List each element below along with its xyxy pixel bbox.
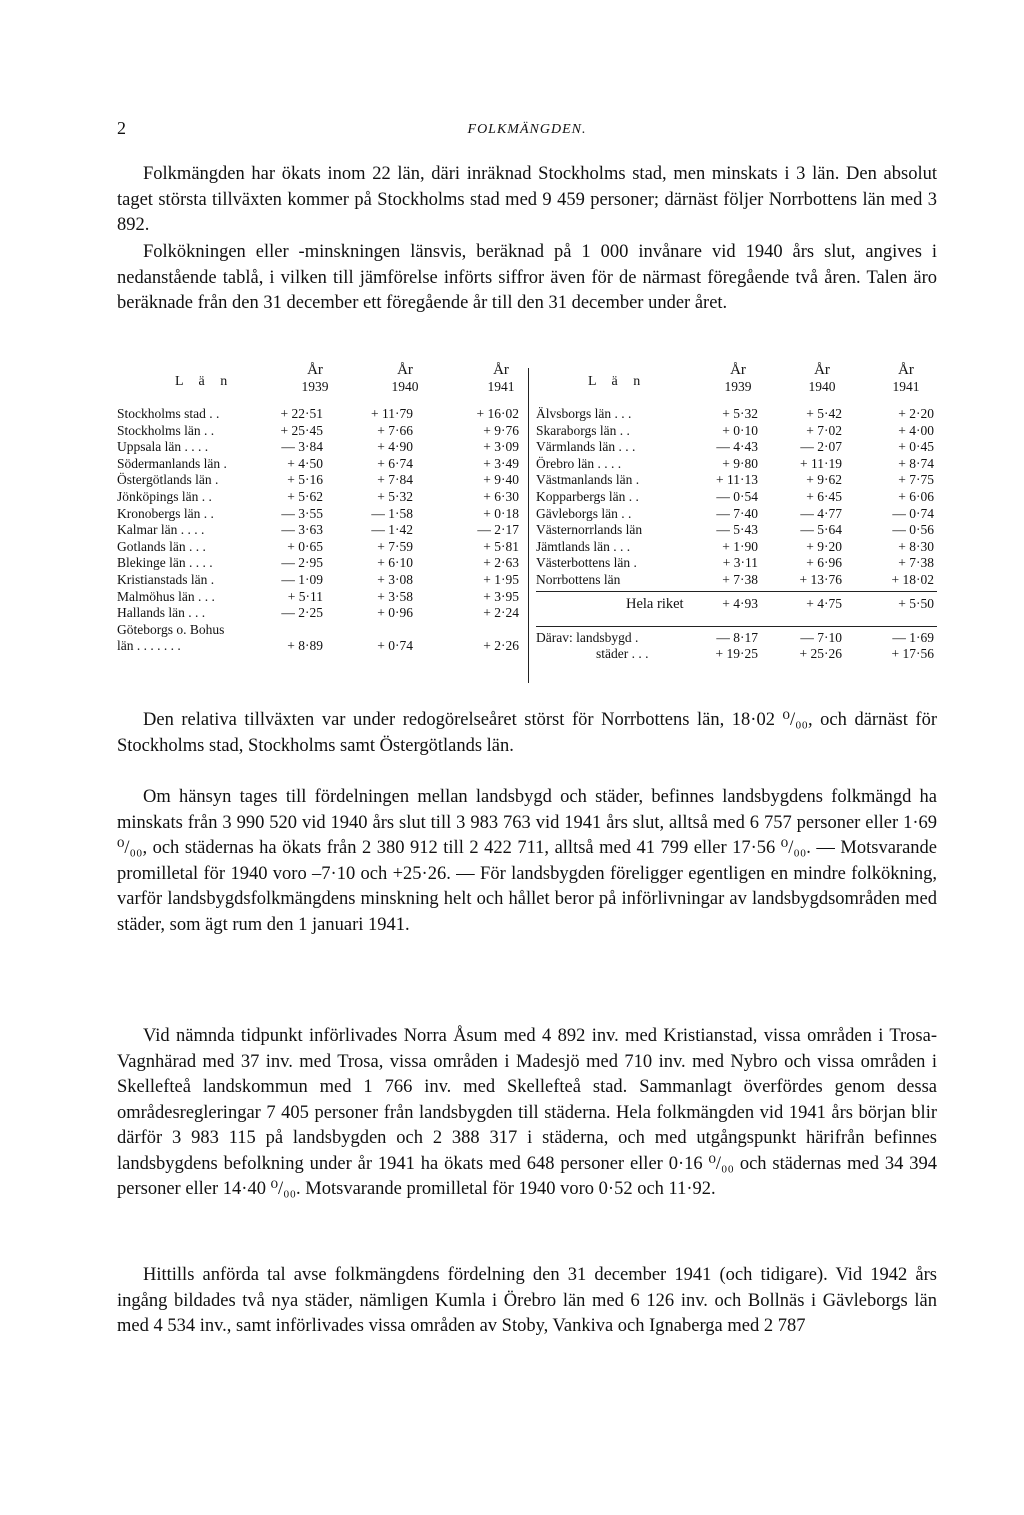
paragraph-6 [117,1263,937,1340]
cell-1939: + 11·13 [716,472,758,488]
cell-1940: + 5·32 [377,488,413,504]
row-name: Stockholms län . . [117,422,215,438]
table-divider [528,368,529,683]
row-name: Västmanlands län . [536,472,640,488]
cell-1940: + 3·08 [377,571,413,587]
table-right [536,362,937,663]
cell-1941: + 2·63 [483,555,519,571]
cell-1939: — 2·95 [281,555,323,571]
table-row [536,456,937,473]
year-word: År [730,362,746,378]
year-label: 1940 [808,379,836,394]
cell-1940: + 13·76 [799,571,842,587]
table-row [536,555,937,572]
table-row [536,572,937,589]
row-name-line2: län . . . . . . . [117,638,181,654]
cell-1939: — 5·43 [716,522,758,538]
cell-1939: — 8·17 [716,629,758,645]
year-word: År [898,362,914,378]
year-col-1940 [379,362,431,395]
row-name: Malmöhus län . . . [117,588,215,604]
cell-1941: + 5·50 [898,595,934,611]
table-row [536,472,937,489]
cell-1940: + 7·66 [377,422,413,438]
row-name-line1: Göteborgs o. Bohus [117,621,225,637]
table-row [536,439,937,456]
cell-1940: + 4·75 [806,595,842,611]
table-row [536,406,937,423]
cell-1941: + 0·45 [898,439,934,455]
cell-1939: + 3·11 [722,555,758,571]
cell-1939: — 7·40 [716,505,758,521]
cell-1940: + 6·10 [377,555,413,571]
paragraph-2 [117,240,937,317]
year-col-1941 [475,362,527,395]
cell-1940: + 0·96 [377,605,413,621]
table-row [117,589,525,606]
cell-1941: + 8·30 [898,538,934,554]
year-label: 1939 [301,379,329,394]
cell-1940: + 6·45 [806,488,842,504]
cell-1939: — 4·43 [716,439,758,455]
table-row [536,489,937,506]
year-col-1941 [880,362,932,395]
row-name: Kopparbergs län . . [536,488,639,504]
year-col-1939 [289,362,341,395]
row-name: Gävleborgs län . . [536,505,632,521]
cell-1939: + 5·16 [287,472,323,488]
paragraph-3 [117,708,937,759]
cell-1941: + 9·76 [483,422,519,438]
table-row [117,539,525,556]
cell-1940: — 1·42 [371,522,413,538]
paragraph-1 [117,162,937,239]
cell-1941: + 2·20 [898,406,934,421]
cell-1940: + 5·42 [806,406,842,421]
cell-1939: + 1·90 [722,538,758,554]
lan-header: L ä n [175,374,234,389]
cell-1941: + 9·40 [483,472,519,488]
year-label: 1939 [724,379,752,394]
year-label: 1940 [391,379,419,394]
cell-1940: + 6·96 [806,555,842,571]
cell-1940: + 9·62 [806,472,842,488]
cell-1941: + 2·26 [483,638,519,654]
year-col-1940 [796,362,848,395]
cell-1941: — 2·17 [477,522,519,538]
cell-1939: + 0·10 [722,422,758,438]
table-row [117,439,525,456]
row-name: Blekinge län . . . . [117,555,213,571]
table-row [117,605,525,622]
paragraph-4-text: Om hänsyn tages till fördelningen mellan landsbygd och städer, befinnes landsbygdens folkmängd ha minskats från 3 990 520 vid 1940 års slut till 3 983 763 vid 1941 års slut, alltså med 6 757 personer eller 1·69 ⁰/₀₀, och städernas ha ökats från 2 380 912 till 2 422 711, alltså med 41 799 eller 17·56 ⁰/₀₀. — Motsvarande promilletal för 1940 voro –7·10 och +25·26. — För landsbygden föreligger egentligen en mindre folkökning, varför landsbygdsfolkmängdens minskning helt och hållet beror på införlivningar av landsbygdsområden med städer, som ägt rum den 1 januari 1941. [117,787,937,935]
paragraph-2-text: Folkökningen eller -minskningen länsvis, beräknad på 1 000 invånare vid 1940 års slut, angives i nedanstående tablå, i vilken till jämförelse införts siffror även för de närmast föregående två åren. Talen äro beräknade från den 31 december ett föregående år till den 31 december under året. [117,242,937,313]
cell-1941: + 6·30 [483,488,519,504]
page-number: 2 [117,118,126,138]
cell-1940: — 7·10 [800,629,842,645]
year-word: År [493,362,509,378]
table-row [536,539,937,556]
year-word: År [307,362,323,378]
cell-1939: + 4·50 [287,455,323,471]
table-row [117,489,525,506]
row-name: Norrbottens län [536,571,621,587]
row-name: Skaraborgs län . . [536,422,630,438]
cell-1940: + 6·74 [377,455,413,471]
lan-header: L ä n [588,374,647,389]
cell-1941: + 3·49 [483,455,519,471]
cell-1941: + 8·74 [898,455,934,471]
cell-1940: + 11·79 [371,406,413,421]
cell-1939: — 3·63 [281,522,323,538]
table-row [117,472,525,489]
row-name: Jönköpings län . . [117,488,212,504]
table-row [117,506,525,523]
table-row [536,522,937,539]
table-row [117,555,525,572]
row-name: Örebro län . . . . [536,455,622,471]
table-row-stader [536,646,937,663]
cell-1939: — 1·09 [281,571,323,587]
cell-1939: — 3·84 [281,439,323,455]
row-name: Gotlands län . . . [117,538,206,554]
cell-1940: — 1·58 [371,505,413,521]
year-label: 1941 [892,379,920,394]
row-name: Hela riket [626,595,684,612]
cell-1941: + 3·09 [483,439,519,455]
cell-1939: + 22·51 [280,406,323,421]
table-right-header [536,362,937,406]
year-col-1939 [712,362,764,395]
cell-1939: + 5·32 [722,406,758,421]
cell-1941: + 2·24 [483,605,519,621]
row-name: Älvsborgs län . . . [536,406,632,421]
paragraph-3-text: Den relativa tillväxten var under redogörelseåret störst för Norrbottens län, 18·02 ⁰/₀₀, och därnäst för Stockholms stad, Stockholms samt Östergötlands län. [117,710,937,756]
cell-1941: + 17·56 [891,646,934,662]
cell-1941: — 1·69 [892,629,934,645]
row-name: Värmlands län . . . [536,439,636,455]
cell-1941: + 6·06 [898,488,934,504]
row-name: Södermanlands län . [117,455,227,471]
cell-1939: — 3·55 [281,505,323,521]
cell-1939: + 25·45 [280,422,323,438]
page-header [117,118,937,142]
year-label: 1941 [487,379,515,394]
paragraph-1-text: Folkmängden har ökats inom 22 län, däri inräknad Stockholms stad, men minskats i 3 län. Den absolut taget största tillväxten kommer på Stockholms stad med 9 459 personer; därnäst följer Norrbottens län med 3 892. [117,164,937,235]
row-name: städer . . . [596,646,649,662]
cell-1939: + 4·93 [722,595,758,611]
cell-1939: — 2·25 [281,605,323,621]
cell-1941: — 0·56 [892,522,934,538]
row-name: Västernorrlands län [536,522,643,538]
paragraph-5-text: Vid nämnda tidpunkt införlivades Norra Åsum med 4 892 inv. med Kristianstad, vissa områden i Trosa-Vagnhärad med 37 inv. med Trosa, vissa områden i Madesjö med 710 inv. med Nybro och vissa områden i Skellefteå landskommun med 1 766 inv. med Skellefteå stad. Sammanlagt överfördes genom dessa områdesregleringar 7 405 personer från landsbygden till städerna. Hela folkmängden vid 1941 års början blir därför 3 983 115 på landsbygden och 2 388 317 i städerna, och med utgångspunkt härifrån befinnes landsbygdens befolkning under år 1941 ha ökats med 648 personer eller 0·16 ⁰/₀₀ och städernas med 34 394 personer eller 14·40 ⁰/₀₀. Motsvarande promilletal för 1940 voro 0·52 och 11·92. [117,1026,937,1199]
cell-1940: + 3·58 [377,588,413,604]
table-row [117,406,525,423]
row-name: Hallands län . . . [117,605,206,621]
table-row [117,456,525,473]
cell-1941: + 3·95 [483,588,519,604]
row-name: Därav: landsbygd . [536,629,639,645]
cell-1940: + 9·20 [806,538,842,554]
table-row [117,522,525,539]
cell-1940: — 2·07 [800,439,842,455]
row-name: Stockholms stad . . [117,406,220,421]
table-row [117,423,525,440]
table-row [117,572,525,589]
cell-1940: — 5·64 [800,522,842,538]
cell-1939: + 7·38 [722,571,758,587]
cell-1940: + 0·74 [377,638,413,654]
table-row [117,622,525,655]
cell-1939: + 0·65 [287,538,323,554]
cell-1940: + 11·19 [800,455,842,471]
cell-1940: + 25·26 [799,646,842,662]
cell-1939: — 0·54 [716,488,758,504]
row-name: Östergötlands län . [117,472,219,488]
cell-1941: + 4·00 [898,422,934,438]
cell-1941: — 0·74 [892,505,934,521]
cell-1939: + 9·80 [722,455,758,471]
cell-1940: + 7·59 [377,538,413,554]
cell-1941: + 1·95 [483,571,519,587]
table-row-total [536,592,937,626]
row-name: Kalmar län . . . . [117,522,205,538]
cell-1940: — 4·77 [800,505,842,521]
paragraph-4 [117,785,937,938]
cell-1941: + 7·38 [898,555,934,571]
cell-1940: + 7·02 [806,422,842,438]
cell-1941: + 18·02 [891,571,934,587]
cell-1941: + 7·75 [898,472,934,488]
cell-1939: + 8·89 [287,638,323,654]
table-row [536,423,937,440]
cell-1940: + 4·90 [377,439,413,455]
cell-1939: + 19·25 [715,646,758,662]
year-word: År [814,362,830,378]
table-left-header [117,362,525,406]
cell-1939: + 5·62 [287,488,323,504]
row-name: Kristianstads län . [117,571,215,587]
table-left [117,362,525,655]
row-name [117,622,224,655]
cell-1941: + 5·81 [483,538,519,554]
table-right-rows [536,406,937,589]
cell-1941: + 0·18 [483,505,519,521]
row-name: Uppsala län . . . . [117,439,209,455]
table-rule [536,626,937,627]
paragraph-6-text: Hittills anförda tal avse folkmängdens fördelning den 31 december 1941 (och tidigare). Vid 1942 års ingång bildades två nya städer, nämligen Kumla i Örebro län med 6 126 inv. och Bollnäs i Gävleborgs län med 4 534 inv., samt införlivades vissa områden av Stoby, Vankiva och Ignaberga med 2 787 [117,1265,937,1336]
row-name: Jämtlands län . . . [536,538,631,554]
table-row [536,506,937,523]
table-row-landsbygd [536,630,937,647]
paragraph-5 [117,1024,937,1203]
table-left-rows [117,406,525,622]
cell-1940: + 7·84 [377,472,413,488]
row-name: Västerbottens län . [536,555,637,571]
cell-1941: + 16·02 [476,406,519,421]
row-name: Kronobergs län . . [117,505,214,521]
running-title: FOLKMÄNGDEN. [467,122,587,137]
year-word: År [397,362,413,378]
cell-1939: + 5·11 [287,588,323,604]
